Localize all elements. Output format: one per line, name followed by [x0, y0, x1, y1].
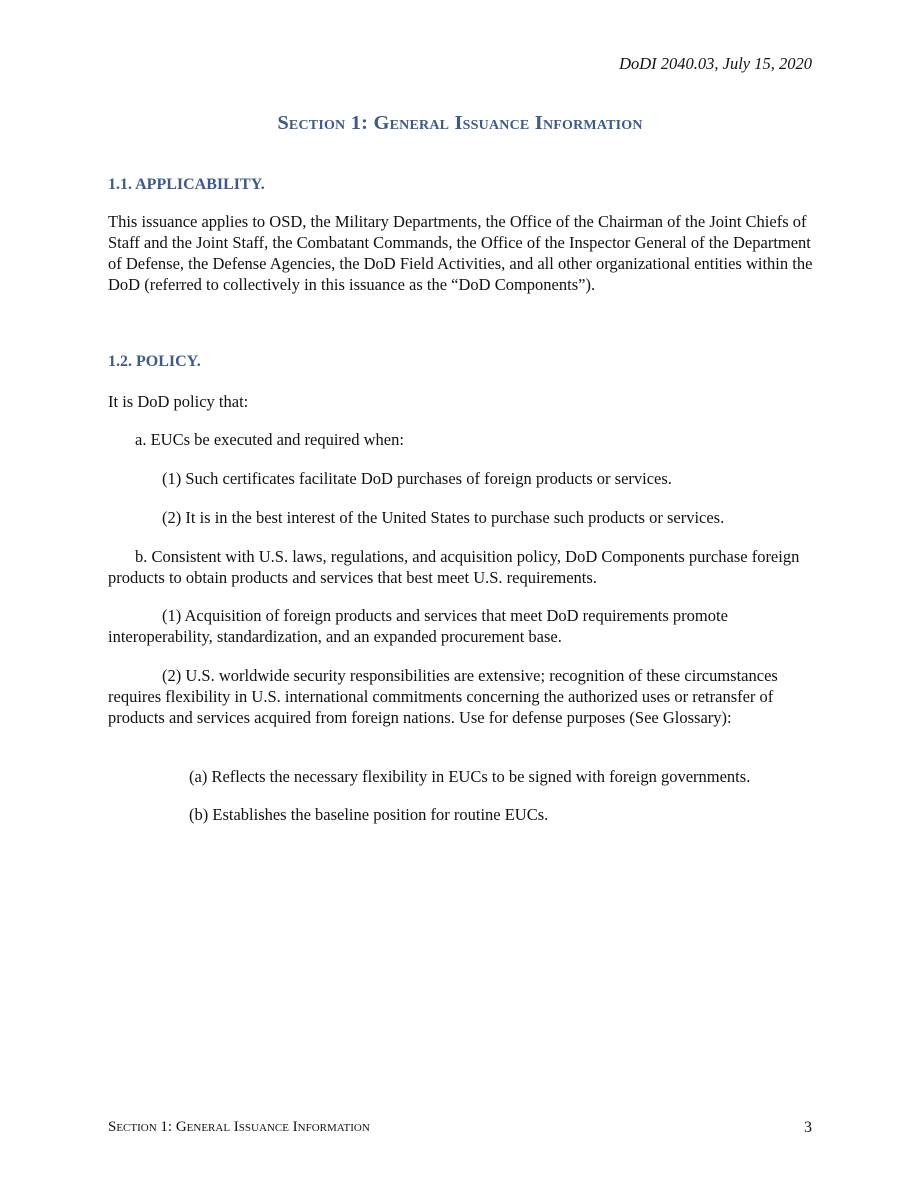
footer-section-label: Section 1: General Issuance Information: [108, 1119, 370, 1135]
policy-item-a: a. EUCs be executed and required when:: [135, 430, 404, 449]
policy-intro: It is DoD policy that:: [108, 392, 249, 411]
policy-item-b2b: (b) Establishes the baseline position for routine EUCs.: [189, 805, 549, 824]
applicability-heading: 1.1. APPLICABILITY.: [108, 176, 265, 193]
policy-item-b1: (1) Acquisition of foreign products and services that meet DoD requirements promote interoperability, standardization, and an expanded procurement base.: [108, 606, 728, 646]
policy-item-b2a: (a) Reflects the necessary flexibility in EUCs to be signed with foreign governments.: [189, 767, 751, 786]
document-reference: DoDI 2040.03, July 15, 2020: [619, 54, 812, 73]
section-title: Section 1: General Issuance Information: [277, 112, 643, 134]
applicability-paragraph: This issuance applies to OSD, the Military Departments, the Office of the Chairman of the Joint Chiefs of Staff and the Joint Staff, the Combatant Commands, the Office of the Inspector General of the Department of Defense, the Defense Agencies, the DoD Field Activities, and all other organizational entities within the DoD (referred to collectively in this issuance as the “DoD Components”).: [108, 212, 813, 294]
policy-item-a1: (1) Such certificates facilitate DoD purchases of foreign products or services.: [162, 469, 672, 488]
policy-item-a2: (2) It is in the best interest of the United States to purchase such products or services.: [162, 508, 725, 527]
page-number: 3: [804, 1119, 812, 1136]
policy-item-b: b. Consistent with U.S. laws, regulations, and acquisition policy, DoD Components purchase foreign products to obtain products and services that best meet U.S. requirements.: [108, 547, 800, 587]
policy-heading: 1.2. POLICY.: [108, 353, 201, 370]
policy-item-b2: (2) U.S. worldwide security responsibilities are extensive; recognition of these circumstances requires flexibility in U.S. international commitments concerning the authorized uses or retransfer of products and services acquired from foreign nations. Use for defense purposes (See Glossary):: [108, 666, 778, 727]
